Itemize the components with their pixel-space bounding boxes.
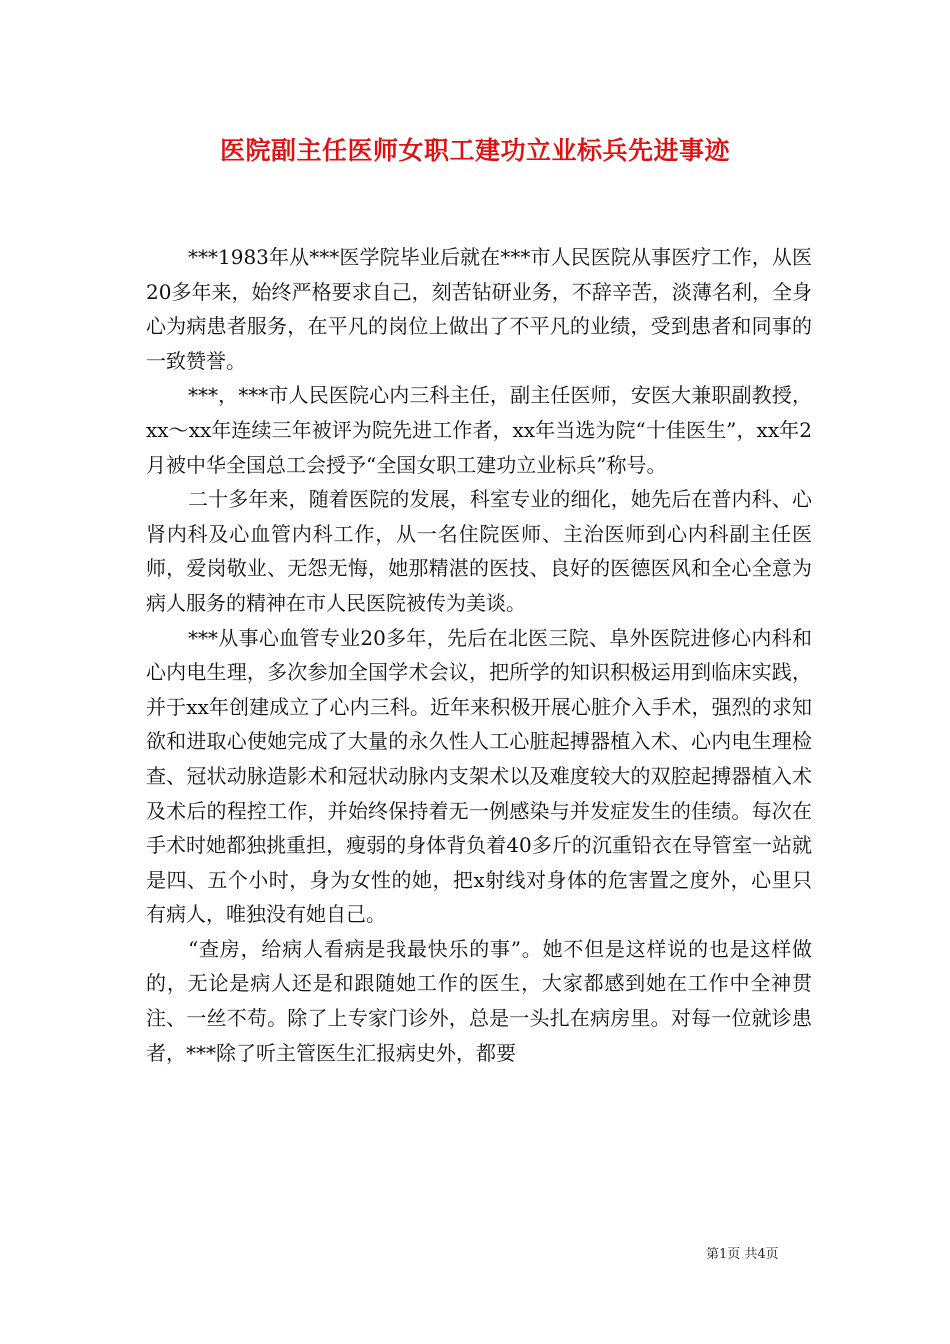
page-number-footer: 第1页 共4页 [706, 1247, 779, 1262]
paragraph-5: “查房，给病人看病是我最快乐的事”。她不但是这样说的也是这样做的，无论是病人还是和跟随她工作的医生，大家都感到她在工作中全神贯注、一丝不苟。除了上专家门诊外，总是一头扎在病房里。对每一位就诊患者，***除了听主管医生汇报病史外，都要 [146, 936, 812, 1065]
paragraph-4: ***从事心血管专业20多年，先后在北医三院、阜外医院进修心内科和心内电生理，多次参加全国学术会议，把所学的知识积极运用到临床实践，并于xx年创建成立了心内三科。近年来积极开展心脏介入手术，强烈的求知欲和进取心使她完成了大量的永久性人工心脏起搏器植入术、心内电生理检查、冠状动脉造影术和冠状动脉内支架术以及难度较大的双腔起搏器植入术及术后的程控工作，并始终保持着无一例感染与并发症发生的佳绩。每次在手术时她都独挑重担，瘦弱的身体背负着40多斤的沉重铅衣在导管室一站就是四、五个小时，身为女性的她，把x射线对身体的危害置之度外，心里只有病人，唯独没有她自己。 [146, 625, 812, 927]
paragraph-1: ***1983年从***医学院毕业后就在***市人民医院从事医疗工作，从医20多年来，始终严格要求自己，刻苦钻研业务，不辞辛苦，淡薄名利，全身心为病患者服务，在平凡的岗位上做出了不平凡的业绩，受到患者和同事的一致赞誉。 [146, 245, 812, 373]
document-title: 医院副主任医师女职工建功立业标兵先进事迹 [219, 136, 730, 165]
paragraph-3: 二十多年来，随着医院的发展，科室专业的细化，她先后在普内科、心肾内科及心血管内科工作，从一名住院医师、主治医师到心内科副主任医师，爱岗敬业、无怨无悔，她那精湛的医技、良好的医德医风和全心全意为病人服务的精神在市人民医院被传为美谈。 [146, 487, 812, 615]
paragraph-2: ***，***市人民医院心内三科主任，副主任医师，安医大兼职副教授，xx～xx年连续三年被评为院先进工作者，xx年当选为院“十佳医生”，xx年2月被中华全国总工会授予“全国女职工建功立业标兵”称号。 [146, 383, 812, 477]
document-body [146, 240, 812, 1070]
